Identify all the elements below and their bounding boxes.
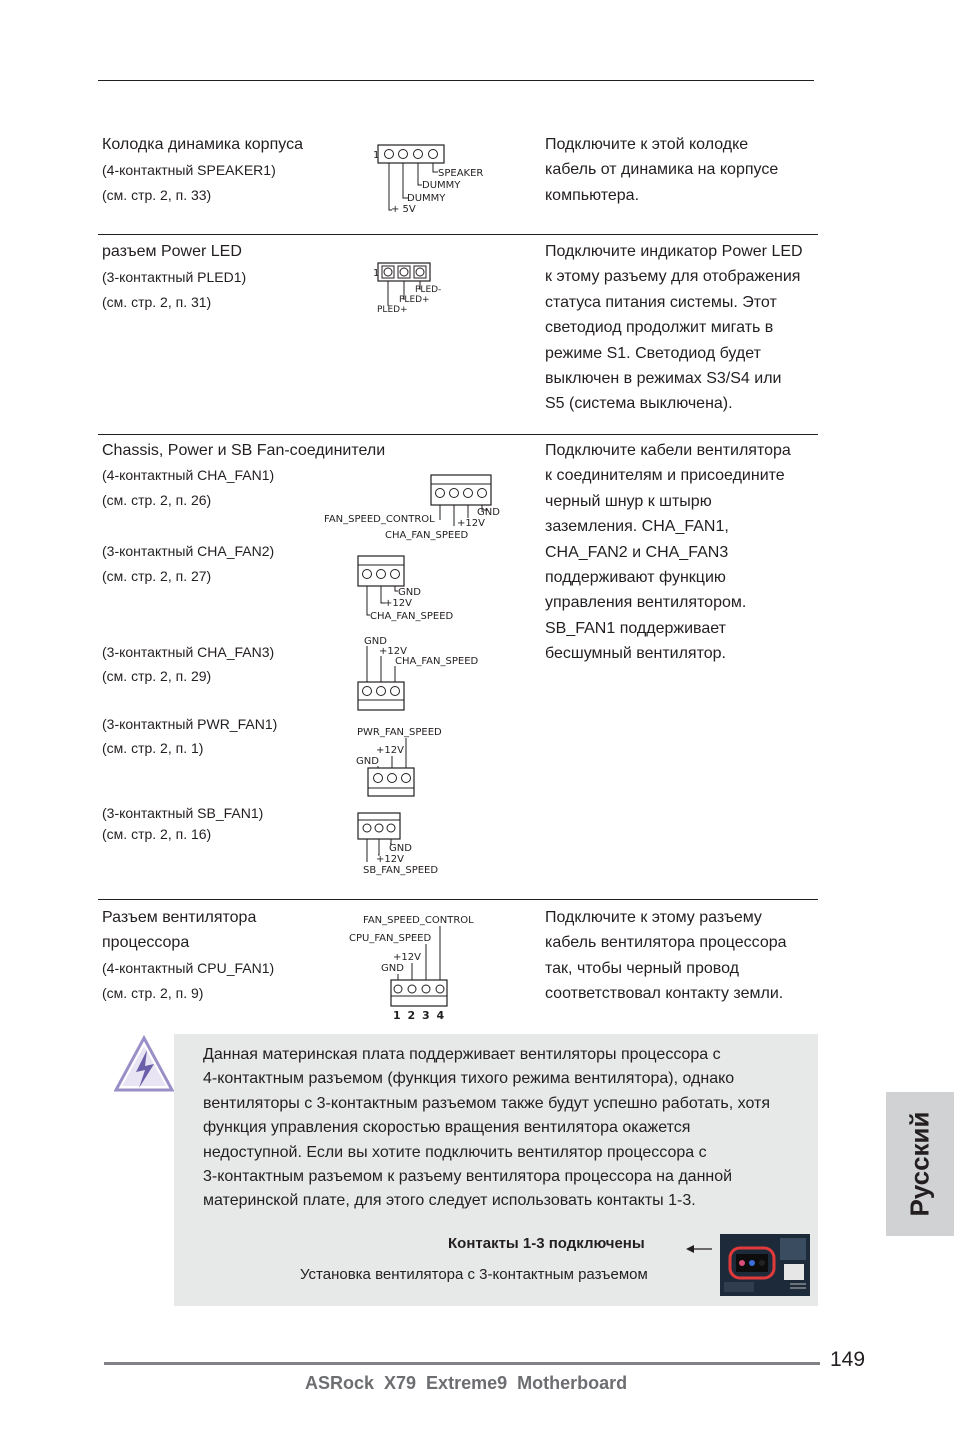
cha-fan1-sub1: (4-контактный CHA_FAN1) bbox=[102, 467, 275, 483]
header-rule bbox=[98, 80, 814, 81]
fans-desc: Подключите кабели вентилятора к соединителям и присоедините черный шнур к штырю заземления. CHA_FAN1, CHA_FAN2 и CHA_FAN3 поддерживают функцию управления вентилятором. SB_FAN1 поддерживает бесшумный вентилятор. bbox=[545, 442, 791, 663]
note-text: Данная материнская плата поддерживает вентиляторы процессора с 4-контактным разъемом (функция тихого режима вентилятора), однако вентиляторы с 3-контактным разъемом также будут успешно работать, хотя функция управления скоростью вращения вентилятора окажется недоступной. Если вы хотите подключить вентилятор процессора с 3-контактным разъемом к разъему вентилятора процессора на данной материнской плате, для этого следует использовать контакты 1-3. bbox=[203, 1046, 770, 1210]
speaker-title: Колодка динамика корпуса bbox=[102, 136, 303, 153]
sb-fan1-diagram bbox=[354, 810, 464, 880]
sb-fan1-sub1: (3-контактный SB_FAN1) bbox=[102, 805, 264, 821]
svg-text:GND: GND bbox=[398, 587, 421, 598]
speaker-header-diagram bbox=[370, 140, 490, 218]
speaker-sub1: (4-контактный SPEAKER1) bbox=[102, 162, 276, 178]
svg-text:CHA_FAN_SPEED: CHA_FAN_SPEED bbox=[385, 530, 469, 541]
svg-text:GND: GND bbox=[381, 963, 404, 974]
svg-text:+12V: +12V bbox=[457, 518, 485, 529]
svg-text:CPU_FAN_SPEED: CPU_FAN_SPEED bbox=[349, 933, 432, 944]
cpu-sub2: (см. стр. 2, п. 9) bbox=[102, 985, 204, 1001]
footer-rule bbox=[104, 1362, 820, 1365]
svg-text:SPEAKER: SPEAKER bbox=[438, 168, 484, 179]
cha-fan1-sub2: (см. стр. 2, п. 26) bbox=[102, 492, 212, 508]
section-divider bbox=[98, 434, 818, 435]
svg-text:DUMMY: DUMMY bbox=[422, 180, 461, 191]
footer-brand: ASRock X79 Extreme9 Motherboard bbox=[305, 1373, 628, 1393]
svg-text:1: 1 bbox=[373, 268, 380, 279]
cpu-fan-diagram bbox=[345, 910, 485, 1022]
svg-text:GND: GND bbox=[364, 636, 387, 647]
pwr-fan1-diagram bbox=[352, 722, 472, 802]
pwr-fan1-sub2: (см. стр. 2, п. 1) bbox=[102, 740, 204, 756]
cpu-desc: Подключите к этому разъему кабель вентилятора процессора так, чтобы черный провод соответствовал контакту земли. bbox=[545, 909, 787, 1003]
svg-text:FAN_SPEED_CONTROL: FAN_SPEED_CONTROL bbox=[324, 514, 435, 525]
svg-text:+12V: +12V bbox=[376, 745, 404, 756]
pled-sub2: (см. стр. 2, п. 31) bbox=[102, 294, 212, 310]
pled-header-diagram bbox=[370, 260, 460, 318]
svg-text:CHA_FAN_SPEED: CHA_FAN_SPEED bbox=[395, 656, 479, 667]
svg-text:SB_FAN_SPEED: SB_FAN_SPEED bbox=[363, 865, 439, 876]
svg-text:+12V: +12V bbox=[384, 598, 412, 609]
cpu-title: Разъем вентилятора процессора bbox=[102, 909, 257, 952]
svg-text:PLED+: PLED+ bbox=[399, 295, 430, 305]
speaker-desc: Подключите к этой колодке кабель от динамика на корпусе компьютера. bbox=[545, 136, 779, 204]
language-tab-label: Русский bbox=[904, 1111, 935, 1217]
pled-title: разъем Power LED bbox=[102, 243, 242, 260]
svg-text:+12V: +12V bbox=[379, 646, 407, 657]
cha-fan1-diagram bbox=[320, 472, 510, 544]
cha-fan2-diagram bbox=[354, 553, 474, 623]
arrow-left-icon bbox=[684, 1242, 714, 1256]
install-label: Установка вентилятора с 3-контактным разъемом bbox=[300, 1266, 648, 1283]
svg-text:FAN_SPEED_CONTROL: FAN_SPEED_CONTROL bbox=[363, 915, 474, 926]
svg-text:PLED-: PLED- bbox=[415, 285, 442, 295]
svg-text:+12V: +12V bbox=[376, 854, 404, 865]
svg-text:+ 5V: + 5V bbox=[391, 204, 416, 215]
pled-desc: Подключите индикатор Power LED к этому разъему для отображения статуса питания системы. Этот светодиод продолжит мигать в режиме S1. Светодиод будет выключен в режимах S3/S4 или S5 (система выключена). bbox=[545, 243, 803, 413]
cha-fan3-diagram bbox=[354, 632, 494, 714]
svg-text:CHA_FAN_SPEED: CHA_FAN_SPEED bbox=[370, 611, 454, 622]
speaker-sub2: (см. стр. 2, п. 33) bbox=[102, 187, 212, 203]
page-number: 149 bbox=[830, 1348, 866, 1371]
svg-text:PWR_FAN_SPEED: PWR_FAN_SPEED bbox=[357, 727, 442, 738]
cha-fan2-sub2: (см. стр. 2, п. 27) bbox=[102, 568, 212, 584]
cpu-sub1: (4-контактный CPU_FAN1) bbox=[102, 960, 275, 976]
section-divider bbox=[98, 899, 818, 900]
cha-fan3-sub2: (см. стр. 2, п. 29) bbox=[102, 668, 212, 684]
cha-fan2-sub1: (3-контактный CHA_FAN2) bbox=[102, 543, 275, 559]
fans-title: Chassis, Power и SB Fan-соединители bbox=[102, 442, 386, 459]
svg-text:GND: GND bbox=[356, 756, 379, 767]
svg-text:1: 1 bbox=[373, 150, 380, 161]
svg-text:DUMMY: DUMMY bbox=[407, 193, 446, 204]
pwr-fan1-sub1: (3-контактный PWR_FAN1) bbox=[102, 716, 278, 732]
svg-text:+12V: +12V bbox=[393, 952, 421, 963]
sb-fan1-sub2: (см. стр. 2, п. 16) bbox=[102, 826, 212, 842]
pled-sub1: (3-контактный PLED1) bbox=[102, 269, 247, 285]
svg-text:PLED+: PLED+ bbox=[377, 305, 408, 315]
cha-fan3-sub1: (3-контактный CHA_FAN3) bbox=[102, 644, 275, 660]
svg-text:1 2 3 4: 1 2 3 4 bbox=[393, 1009, 445, 1022]
warning-icon bbox=[114, 1034, 176, 1094]
svg-text:GND: GND bbox=[477, 507, 500, 518]
language-tab bbox=[886, 1092, 954, 1236]
motherboard-photo bbox=[720, 1234, 810, 1296]
svg-text:GND: GND bbox=[389, 843, 412, 854]
pins-connected-label: Контакты 1-3 подключены bbox=[448, 1235, 645, 1252]
section-divider bbox=[98, 234, 818, 235]
